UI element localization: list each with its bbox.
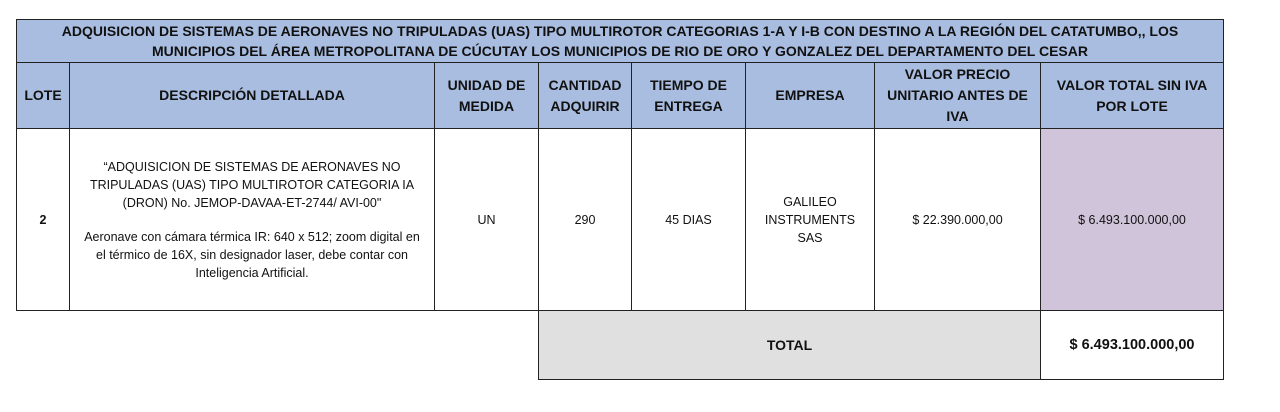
header-unidad: UNIDAD DE MEDIDA — [434, 62, 539, 129]
cell-valor-total: $ 6.493.100.000,00 — [1040, 128, 1224, 311]
descripcion-text — [70, 158, 434, 282]
total-label: TOTAL — [538, 310, 1041, 380]
header-valor-total: VALOR TOTAL SIN IVA POR LOTE — [1040, 62, 1224, 129]
header-cantidad: CANTIDAD ADQUIRIR — [538, 62, 632, 129]
cell-tiempo: 45 DIAS — [631, 128, 746, 311]
descripcion-titulo: “ADQUISICION DE SISTEMAS DE AERONAVES NO TRIPULADAS (UAS) TIPO MULTIROTOR CATEGORIA IA (DRON) No. JEMOP-DAVAA-ET-2744/ AVI-00" — [89, 159, 415, 210]
total-value: $ 6.493.100.000,00 — [1040, 310, 1224, 380]
cell-unidad: UN — [434, 128, 539, 311]
cell-valor-unitario: $ 22.390.000,00 — [874, 128, 1041, 311]
header-tiempo: TIEMPO DE ENTREGA — [631, 62, 746, 129]
header-descripcion: DESCRIPCIÓN DETALLADA — [69, 62, 435, 129]
cell-cantidad: 290 — [538, 128, 632, 311]
header-valor-unitario: VALOR PRECIO UNITARIO ANTES DE IVA — [874, 62, 1041, 129]
cell-descripcion — [69, 128, 435, 311]
cell-empresa: GALILEO INSTRUMENTS SAS — [745, 128, 875, 311]
header-empresa: EMPRESA — [745, 62, 875, 129]
descripcion-detalle: Aeronave con cámara térmica IR: 640 x 512; zoom digital en el térmico de 16X, sin designador laser, debe contar con Inteligencia Artificial. — [84, 229, 420, 280]
cell-lote: 2 — [16, 128, 70, 311]
table-title: ADQUISICION DE SISTEMAS DE AERONAVES NO TRIPULADAS (UAS) TIPO MULTIROTOR CATEGORIAS 1-A Y I-B CON DESTINO A LA REGIÓN DEL CATATUMBO,, LOS MUNICIPIOS DEL ÁREA METROPOLITANA DE CÚCUTAY LOS MUNICIPIOS DE RIO DE ORO Y GONZALEZ DEL DEPARTAMENTO DEL CESAR — [16, 19, 1224, 63]
header-lote: LOTE — [16, 62, 70, 129]
